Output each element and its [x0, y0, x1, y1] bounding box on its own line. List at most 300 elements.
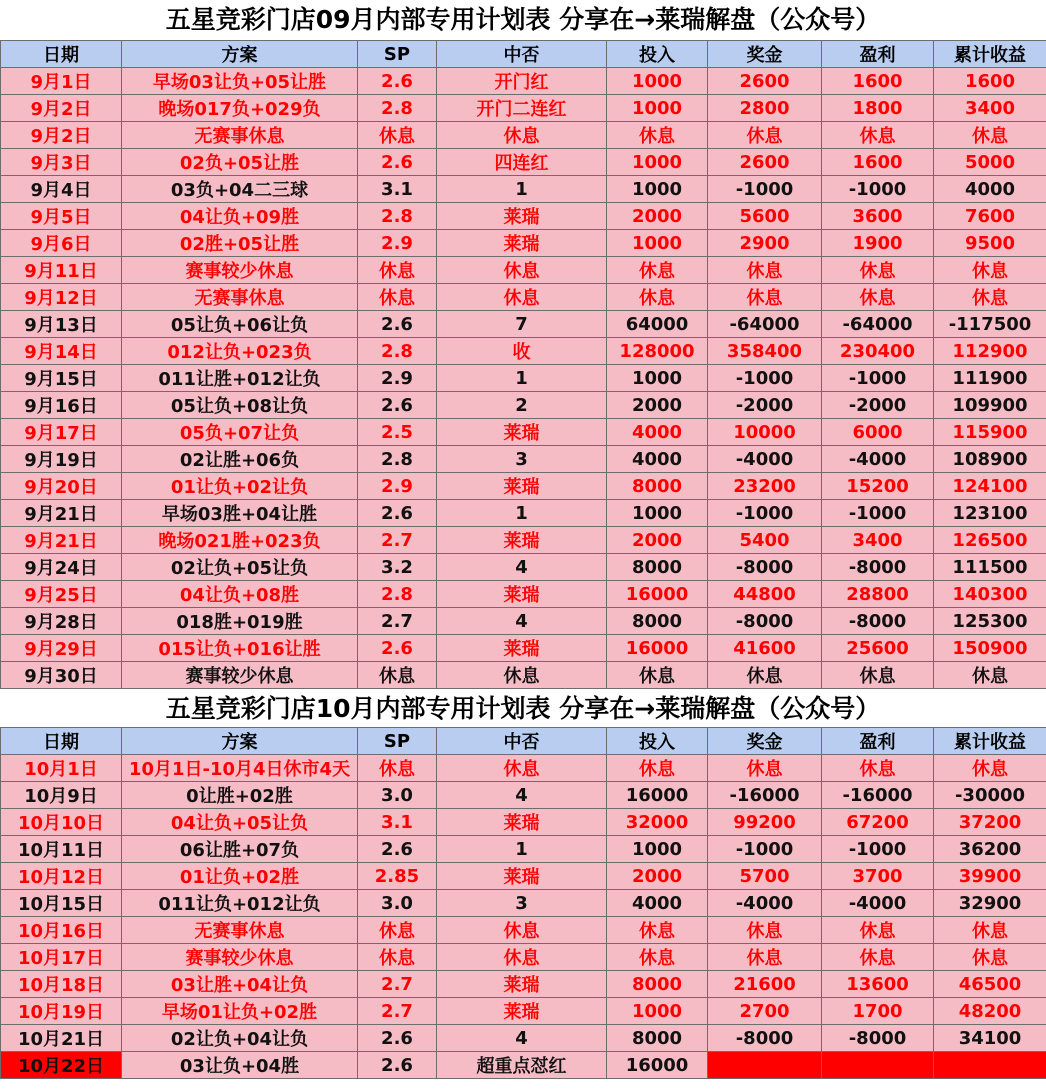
cell-cumulative: 37200 [934, 809, 1046, 836]
cell-prize: 41600 [708, 635, 822, 662]
header-plan: 方案 [122, 728, 358, 755]
cell-sp: 2.9 [358, 473, 437, 500]
cell-plan: 05负+07让负 [122, 419, 358, 446]
cell-cumulative: 109900 [934, 392, 1046, 419]
header-sp: SP [358, 41, 437, 68]
cell-stake: 128000 [607, 338, 708, 365]
cell-profit: 3600 [822, 203, 934, 230]
cell-cumulative: 5000 [934, 149, 1046, 176]
cell-prize: 休息 [708, 755, 822, 782]
cell-prize: 2700 [708, 998, 822, 1025]
cell-cumulative: 32900 [934, 890, 1046, 917]
cell-cumulative: 休息 [934, 122, 1046, 149]
cell-plan: 02让负+04让负 [122, 1025, 358, 1052]
cell-result: 1 [437, 836, 607, 863]
cell-stake: 休息 [607, 662, 708, 689]
cell-plan: 无赛事休息 [122, 917, 358, 944]
cell-stake: 16000 [607, 635, 708, 662]
table-row [1, 392, 1046, 419]
cell-date: 9月21日 [1, 527, 122, 554]
cell-sp: 2.9 [358, 230, 437, 257]
cell-sp: 2.6 [358, 1025, 437, 1052]
cell-result: 3 [437, 446, 607, 473]
cell-cumulative: -117500 [934, 311, 1046, 338]
cell-sp: 2.6 [358, 1052, 437, 1079]
cell-cumulative: 3400 [934, 95, 1046, 122]
header-result: 中否 [437, 41, 607, 68]
cell-stake: 8000 [607, 554, 708, 581]
cell-prize: 10000 [708, 419, 822, 446]
cell-plan: 06让胜+07负 [122, 836, 358, 863]
cell-sp: 休息 [358, 944, 437, 971]
cell-date: 9月2日 [1, 122, 122, 149]
cell-cumulative: 112900 [934, 338, 1046, 365]
cell-prize: -8000 [708, 1025, 822, 1052]
table-row [1, 122, 1046, 149]
cell-prize: 休息 [708, 944, 822, 971]
cell-plan: 早场03让负+05让胜 [122, 68, 358, 95]
cell-stake: 休息 [607, 257, 708, 284]
cell-stake: 1000 [607, 68, 708, 95]
cell-prize: 99200 [708, 809, 822, 836]
cell-result: 莱瑞 [437, 971, 607, 998]
cell-result: 1 [437, 500, 607, 527]
cell-prize: 2800 [708, 95, 822, 122]
cell-prize: 休息 [708, 662, 822, 689]
cell-stake: 8000 [607, 1025, 708, 1052]
cell-plan: 05让负+08让负 [122, 392, 358, 419]
cell-stake: 8000 [607, 608, 708, 635]
header-result: 中否 [437, 728, 607, 755]
header-cumulative: 累计收益 [934, 41, 1046, 68]
cell-result: 休息 [437, 917, 607, 944]
cell-profit: 休息 [822, 284, 934, 311]
cell-cumulative: 39900 [934, 863, 1046, 890]
table-row [1, 917, 1046, 944]
table-row [1, 635, 1046, 662]
header-plan: 方案 [122, 41, 358, 68]
cell-sp: 2.7 [358, 971, 437, 998]
cell-cumulative: 111500 [934, 554, 1046, 581]
cell-sp: 2.5 [358, 419, 437, 446]
cell-date: 9月13日 [1, 311, 122, 338]
cell-profit: 1800 [822, 95, 934, 122]
cell-profit: 1600 [822, 68, 934, 95]
cell-date: 9月2日 [1, 95, 122, 122]
header-profit: 盈利 [822, 728, 934, 755]
cell-profit: 1600 [822, 149, 934, 176]
cell-result: 莱瑞 [437, 230, 607, 257]
cell-sp: 休息 [358, 917, 437, 944]
cell-date: 9月1日 [1, 68, 122, 95]
cell-profit: 休息 [822, 755, 934, 782]
cell-date: 10月10日 [1, 809, 122, 836]
cell-sp: 2.8 [358, 338, 437, 365]
cell-stake: 16000 [607, 581, 708, 608]
table-row [1, 527, 1046, 554]
cell-cumulative: 休息 [934, 944, 1046, 971]
cell-result: 莱瑞 [437, 809, 607, 836]
cell-date: 9月6日 [1, 230, 122, 257]
cell-prize: -16000 [708, 782, 822, 809]
cell-prize: 44800 [708, 581, 822, 608]
cell-result: 4 [437, 554, 607, 581]
cell-date: 9月4日 [1, 176, 122, 203]
table-row [1, 608, 1046, 635]
cell-plan: 0让胜+02胜 [122, 782, 358, 809]
cell-stake: 1000 [607, 998, 708, 1025]
september-header-row [1, 41, 1046, 68]
cell-sp: 2.6 [358, 836, 437, 863]
table-row [1, 809, 1046, 836]
cell-sp: 2.7 [358, 608, 437, 635]
cell-stake: 1000 [607, 95, 708, 122]
cell-cumulative: 休息 [934, 257, 1046, 284]
table-row [1, 203, 1046, 230]
cell-plan: 赛事较少休息 [122, 257, 358, 284]
cell-sp: 2.8 [358, 203, 437, 230]
cell-result: 莱瑞 [437, 419, 607, 446]
cell-result: 1 [437, 176, 607, 203]
cell-cumulative: 4000 [934, 176, 1046, 203]
cell-stake: 休息 [607, 917, 708, 944]
cell-prize: 5700 [708, 863, 822, 890]
cell-prize: 5400 [708, 527, 822, 554]
table-row [1, 446, 1046, 473]
table-row [1, 944, 1046, 971]
cell-profit [822, 1052, 934, 1079]
cell-result: 休息 [437, 257, 607, 284]
header-profit: 盈利 [822, 41, 934, 68]
cell-plan: 012让负+023负 [122, 338, 358, 365]
cell-profit: -8000 [822, 1025, 934, 1052]
cell-cumulative: 1600 [934, 68, 1046, 95]
cell-profit: 13600 [822, 971, 934, 998]
cell-cumulative: 7600 [934, 203, 1046, 230]
cell-sp: 2.8 [358, 581, 437, 608]
table-row [1, 998, 1046, 1025]
table-row [1, 257, 1046, 284]
cell-plan: 011让负+012让负 [122, 890, 358, 917]
cell-plan: 03负+04二三球 [122, 176, 358, 203]
table-row [1, 1025, 1046, 1052]
cell-sp: 2.6 [358, 635, 437, 662]
cell-profit: -4000 [822, 446, 934, 473]
cell-date: 9月15日 [1, 365, 122, 392]
table-row [1, 149, 1046, 176]
cell-plan: 赛事较少休息 [122, 944, 358, 971]
cell-profit: -4000 [822, 890, 934, 917]
cell-date: 9月30日 [1, 662, 122, 689]
cell-profit: 1700 [822, 998, 934, 1025]
cell-sp: 休息 [358, 662, 437, 689]
cell-stake: 1000 [607, 500, 708, 527]
cell-profit: -16000 [822, 782, 934, 809]
cell-sp: 3.0 [358, 890, 437, 917]
cell-sp: 2.6 [358, 311, 437, 338]
cell-plan: 018胜+019胜 [122, 608, 358, 635]
cell-date: 9月3日 [1, 149, 122, 176]
cell-sp: 2.8 [358, 95, 437, 122]
cell-prize: 358400 [708, 338, 822, 365]
cell-date: 10月1日 [1, 755, 122, 782]
cell-sp: 休息 [358, 755, 437, 782]
cell-date: 9月16日 [1, 392, 122, 419]
cell-stake: 2000 [607, 863, 708, 890]
cell-stake: 16000 [607, 782, 708, 809]
cell-prize: -64000 [708, 311, 822, 338]
table-row [1, 419, 1046, 446]
cell-prize [708, 1052, 822, 1079]
header-date: 日期 [1, 728, 122, 755]
cell-cumulative: 140300 [934, 581, 1046, 608]
cell-profit: -1000 [822, 500, 934, 527]
cell-profit: -1000 [822, 365, 934, 392]
cell-plan: 02胜+05让胜 [122, 230, 358, 257]
cell-result: 莱瑞 [437, 635, 607, 662]
cell-cumulative: -30000 [934, 782, 1046, 809]
cell-plan: 无赛事休息 [122, 284, 358, 311]
cell-profit: -1000 [822, 176, 934, 203]
cell-result: 休息 [437, 122, 607, 149]
cell-prize: -4000 [708, 890, 822, 917]
cell-sp: 休息 [358, 257, 437, 284]
cell-plan: 015让负+016让胜 [122, 635, 358, 662]
cell-profit: 230400 [822, 338, 934, 365]
cell-plan: 01让负+02胜 [122, 863, 358, 890]
cell-profit: 休息 [822, 944, 934, 971]
cell-cumulative: 36200 [934, 836, 1046, 863]
cell-stake: 1000 [607, 230, 708, 257]
cell-date: 10月15日 [1, 890, 122, 917]
cell-plan: 04让负+05让负 [122, 809, 358, 836]
cell-date: 9月21日 [1, 500, 122, 527]
cell-profit: 1900 [822, 230, 934, 257]
cell-plan: 02让负+05让负 [122, 554, 358, 581]
header-prize: 奖金 [708, 41, 822, 68]
cell-prize: 休息 [708, 122, 822, 149]
cell-profit: 3700 [822, 863, 934, 890]
cell-profit: -1000 [822, 836, 934, 863]
cell-sp: 3.1 [358, 809, 437, 836]
table-row [1, 311, 1046, 338]
cell-result: 开门二连红 [437, 95, 607, 122]
table-row [1, 554, 1046, 581]
cell-plan: 03让负+04胜 [122, 1052, 358, 1079]
september-body [1, 68, 1046, 689]
cell-prize: 休息 [708, 917, 822, 944]
cell-stake: 2000 [607, 203, 708, 230]
cell-profit: 67200 [822, 809, 934, 836]
cell-cumulative: 休息 [934, 284, 1046, 311]
cell-stake: 16000 [607, 1052, 708, 1079]
cell-date: 9月25日 [1, 581, 122, 608]
table-row [1, 581, 1046, 608]
cell-prize: 休息 [708, 284, 822, 311]
cell-stake: 32000 [607, 809, 708, 836]
cell-plan: 02负+05让胜 [122, 149, 358, 176]
cell-plan: 无赛事休息 [122, 122, 358, 149]
cell-sp: 休息 [358, 122, 437, 149]
cell-date: 10月9日 [1, 782, 122, 809]
cell-date: 10月18日 [1, 971, 122, 998]
cell-cumulative: 9500 [934, 230, 1046, 257]
september-table [0, 40, 1046, 689]
cell-cumulative: 123100 [934, 500, 1046, 527]
cell-result: 4 [437, 608, 607, 635]
cell-prize: 休息 [708, 257, 822, 284]
cell-prize: -1000 [708, 365, 822, 392]
cell-stake: 8000 [607, 473, 708, 500]
cell-stake: 4000 [607, 890, 708, 917]
cell-result: 开门红 [437, 68, 607, 95]
cell-profit: 休息 [822, 917, 934, 944]
cell-sp: 2.6 [358, 68, 437, 95]
cell-prize: 2600 [708, 149, 822, 176]
october-table [0, 727, 1046, 1079]
cell-date: 9月12日 [1, 284, 122, 311]
table-row [1, 95, 1046, 122]
cell-result: 休息 [437, 284, 607, 311]
cell-profit: -8000 [822, 608, 934, 635]
cell-stake: 休息 [607, 944, 708, 971]
october-body [1, 755, 1046, 1079]
cell-result: 休息 [437, 755, 607, 782]
cell-prize: 23200 [708, 473, 822, 500]
cell-profit: 28800 [822, 581, 934, 608]
header-stake: 投入 [607, 728, 708, 755]
cell-result: 2 [437, 392, 607, 419]
cell-prize: 2600 [708, 68, 822, 95]
cell-profit: -64000 [822, 311, 934, 338]
table-row [1, 365, 1046, 392]
cell-date: 9月24日 [1, 554, 122, 581]
cell-date: 9月5日 [1, 203, 122, 230]
cell-sp: 2.7 [358, 998, 437, 1025]
cell-sp: 2.6 [358, 392, 437, 419]
cell-stake: 休息 [607, 122, 708, 149]
cell-result: 超重点怼红 [437, 1052, 607, 1079]
cell-stake: 休息 [607, 755, 708, 782]
september-title: 五星竞彩门店09月内部专用计划表 分享在→莱瑞解盘（公众号） [0, 0, 1046, 40]
table-row [1, 755, 1046, 782]
table-row [1, 863, 1046, 890]
cell-date: 9月11日 [1, 257, 122, 284]
cell-result: 莱瑞 [437, 581, 607, 608]
cell-plan: 05让负+06让负 [122, 311, 358, 338]
cell-stake: 1000 [607, 176, 708, 203]
cell-sp: 2.6 [358, 149, 437, 176]
cell-sp: 2.9 [358, 365, 437, 392]
cell-plan: 02让胜+06负 [122, 446, 358, 473]
cell-cumulative: 124100 [934, 473, 1046, 500]
cell-result: 4 [437, 1025, 607, 1052]
cell-result: 3 [437, 890, 607, 917]
cell-sp: 3.1 [358, 176, 437, 203]
cell-stake: 1000 [607, 365, 708, 392]
cell-sp: 2.8 [358, 446, 437, 473]
cell-profit: 休息 [822, 662, 934, 689]
cell-result: 收 [437, 338, 607, 365]
table-row [1, 284, 1046, 311]
cell-profit: 25600 [822, 635, 934, 662]
cell-sp: 3.2 [358, 554, 437, 581]
cell-prize: -1000 [708, 500, 822, 527]
cell-cumulative: 108900 [934, 446, 1046, 473]
cell-date: 10月12日 [1, 863, 122, 890]
table-row [1, 971, 1046, 998]
cell-stake: 休息 [607, 284, 708, 311]
cell-plan: 011让胜+012让负 [122, 365, 358, 392]
cell-stake: 64000 [607, 311, 708, 338]
cell-stake: 2000 [607, 392, 708, 419]
october-title: 五星竞彩门店10月内部专用计划表 分享在→莱瑞解盘（公众号） [0, 689, 1046, 727]
table-row [1, 338, 1046, 365]
cell-prize: 2900 [708, 230, 822, 257]
cell-plan: 晚场021胜+023负 [122, 527, 358, 554]
cell-result: 莱瑞 [437, 527, 607, 554]
table-row [1, 473, 1046, 500]
table-row [1, 890, 1046, 917]
cell-plan: 早场03胜+04让胜 [122, 500, 358, 527]
cell-profit: 3400 [822, 527, 934, 554]
cell-plan: 04让负+09胜 [122, 203, 358, 230]
table-row [1, 782, 1046, 809]
cell-cumulative: 休息 [934, 917, 1046, 944]
cell-prize: -8000 [708, 608, 822, 635]
cell-cumulative: 125300 [934, 608, 1046, 635]
table-row [1, 176, 1046, 203]
cell-plan: 04让负+08胜 [122, 581, 358, 608]
cell-plan: 晚场017负+029负 [122, 95, 358, 122]
cell-sp: 2.85 [358, 863, 437, 890]
cell-sp: 3.0 [358, 782, 437, 809]
cell-cumulative: 115900 [934, 419, 1046, 446]
cell-prize: -1000 [708, 176, 822, 203]
cell-prize: 5600 [708, 203, 822, 230]
cell-date: 9月20日 [1, 473, 122, 500]
cell-cumulative: 休息 [934, 755, 1046, 782]
cell-profit: -2000 [822, 392, 934, 419]
cell-result: 莱瑞 [437, 998, 607, 1025]
cell-result: 1 [437, 365, 607, 392]
header-stake: 投入 [607, 41, 708, 68]
cell-date: 9月28日 [1, 608, 122, 635]
cell-sp: 休息 [358, 284, 437, 311]
cell-result: 莱瑞 [437, 863, 607, 890]
cell-cumulative: 休息 [934, 662, 1046, 689]
cell-result: 莱瑞 [437, 203, 607, 230]
table-row [1, 1052, 1046, 1079]
cell-date: 10月16日 [1, 917, 122, 944]
cell-plan: 01让负+02让负 [122, 473, 358, 500]
cell-profit: 休息 [822, 257, 934, 284]
header-cumulative: 累计收益 [934, 728, 1046, 755]
cell-result: 7 [437, 311, 607, 338]
cell-cumulative: 34100 [934, 1025, 1046, 1052]
cell-result: 休息 [437, 662, 607, 689]
cell-date: 10月19日 [1, 998, 122, 1025]
cell-cumulative: 126500 [934, 527, 1046, 554]
cell-stake: 2000 [607, 527, 708, 554]
table-row [1, 836, 1046, 863]
cell-result: 莱瑞 [437, 473, 607, 500]
cell-plan: 早场01让负+02胜 [122, 998, 358, 1025]
cell-stake: 1000 [607, 149, 708, 176]
cell-plan: 10月1日-10月4日休市4天 [122, 755, 358, 782]
cell-result: 4 [437, 782, 607, 809]
cell-cumulative: 48200 [934, 998, 1046, 1025]
